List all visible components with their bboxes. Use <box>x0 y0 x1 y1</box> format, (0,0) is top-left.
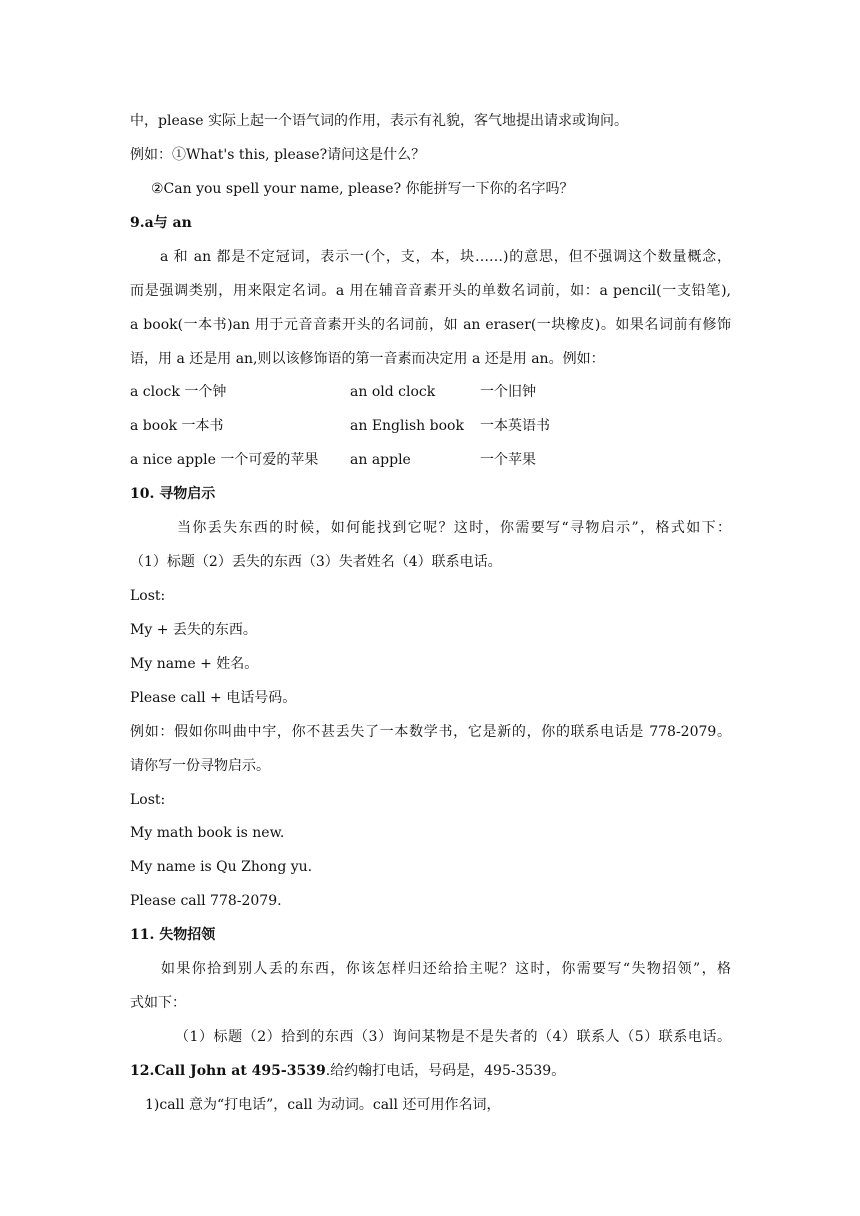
sample-line: My math book is new. <box>130 825 285 841</box>
format-line: My + 丢失的东西。 <box>130 622 257 638</box>
heading-translation: .给约翰打电话，号码是，495-3539。 <box>325 1063 566 1079</box>
section-heading-10: 10. 寻物启示 <box>130 486 216 502</box>
example-word: a clock 一个钟 <box>130 384 227 400</box>
format-line: Lost: <box>130 588 166 604</box>
paragraph-line: 当你丢失东西的时候，如何能找到它呢？这时，你需要写“寻物启示”，格式如下： <box>177 520 731 536</box>
example-word: a book 一本书 <box>130 418 224 434</box>
sample-line: Lost: <box>130 792 166 808</box>
example-word: an apple <box>350 452 411 468</box>
paragraph-line: （1）标题（2）拾到的东西（3）询问某物是不是失者的（4）联系人（5）联系电话。 <box>175 1029 731 1045</box>
paragraph-line: 如果你拾到别人丢的东西，你该怎样归还给拾主呢？这时，你需要写“失物招领”，格 <box>161 961 731 977</box>
section-heading-12-line <box>130 1061 565 1081</box>
paragraph-line: 例如：假如你叫曲中宇，你不甚丢失了一本数学书，它是新的，你的联系电话是 778-2079。 <box>130 724 731 740</box>
section-heading-12: 12.Call John at 495-3539 <box>130 1063 326 1079</box>
example-translation: 一个旧钟 <box>480 384 536 400</box>
paragraph-line: 请你写一份寻物启示。 <box>130 758 270 774</box>
section-heading-9: 9.a与 an <box>130 215 192 231</box>
paragraph-line: a book(一本书)an 用于元音音素开头的名词前，如 an eraser(一块橡皮)。如果名词前有修饰 <box>130 317 731 333</box>
format-line: Please call + 电话号码。 <box>130 690 297 706</box>
sample-line: Please call 778-2079. <box>130 893 282 909</box>
paragraph-line: 语，用 a 还是用 an,则以该修饰语的第一音素而决定用 a 还是用 an。例如： <box>130 351 605 367</box>
format-line: My name + 姓名。 <box>130 656 259 672</box>
paragraph-line: 而是强调类别，用来限定名词。a 用在辅音音素开头的单数名词前，如：a pencil(一支铅笔), <box>130 283 731 299</box>
example-line: 例如：①What's this, please?请问这是什么？ <box>130 147 426 163</box>
example-translation: 一个苹果 <box>480 452 536 468</box>
example-word: a nice apple 一个可爱的苹果 <box>130 452 319 468</box>
example-translation: 一本英语书 <box>480 418 550 434</box>
paragraph-line: 中，please 实际上起一个语气词的作用，表示有礼貌，客气地提出请求或询问。 <box>130 113 628 129</box>
example-word: an old clock <box>350 384 436 400</box>
section-heading-11: 11. 失物招领 <box>130 927 216 943</box>
example-word: an English book <box>350 418 464 434</box>
paragraph-line: 1)call 意为“打电话”，call 为动词。call 还可用作名词， <box>145 1097 501 1113</box>
paragraph-line: （1）标题（2）丢失的东西（3）失者姓名（4）联系电话。 <box>130 554 502 570</box>
sample-line: My name is Qu Zhong yu. <box>130 859 313 875</box>
example-line: ②Can you spell your name, please? 你能拼写一下你的名字吗？ <box>151 181 574 197</box>
paragraph-line: a 和 an 都是不定冠词，表示一(个，支，本，块……)的意思，但不强调这个数量概念， <box>160 249 731 265</box>
paragraph-line: 式如下： <box>130 995 186 1011</box>
